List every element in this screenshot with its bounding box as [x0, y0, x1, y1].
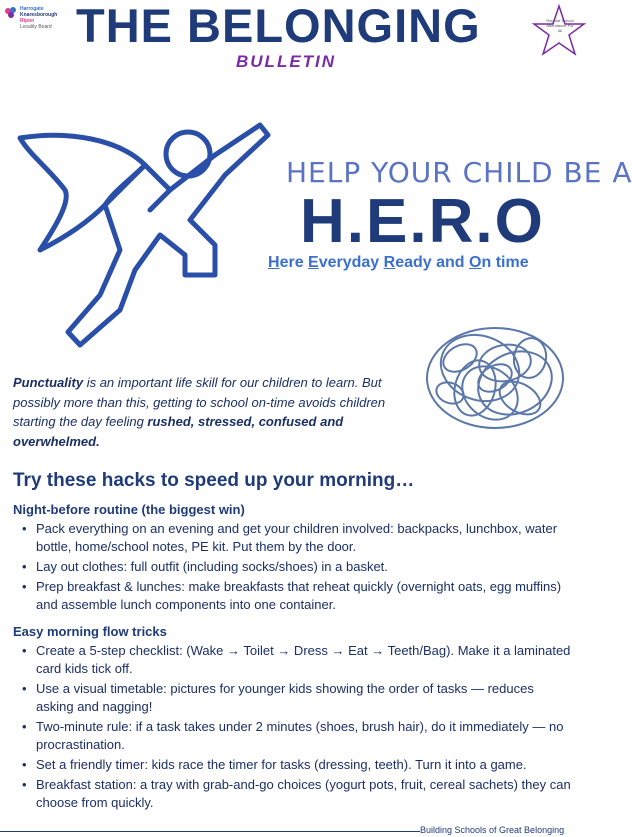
superhero-figure-icon — [10, 110, 270, 355]
list-item: • Create a 5-step checklist: (Wake → Toilet → Dress → Eat → Teeth/Bag). Make it a laminated card kids tick off. — [20, 642, 575, 678]
hero-acronym: H.E.R.O — [300, 187, 545, 256]
logo-icon — [4, 6, 18, 20]
night-before-list — [20, 520, 575, 616]
morning-flow-list — [20, 642, 575, 814]
logo-line: Knaresborough — [20, 12, 58, 18]
list-item: • Breakfast station: a tray with grab-and-go choices (yogurt pots, fruit, cereal sachets) they can choose from quickly. — [20, 776, 575, 812]
list-item: • Two-minute rule: if a task takes under 2 minutes (shoes, brush hair), do it immediately — no procrastination. — [20, 718, 575, 754]
acronym-letter: O — [469, 254, 482, 271]
hero-intro-line: HELP YOUR CHILD BE A — [286, 156, 632, 189]
intro-emphasis: rushed, stressed, confused and overwhelmed. — [13, 414, 344, 449]
list-item: • Lay out clothes: full outfit (including socks/shoes) in a basket. — [20, 558, 575, 576]
list-item: • Prep breakfast & lunches: make breakfasts that reheat quickly (overnight oats, egg muffins) and assemble lunch components into one container. — [20, 578, 575, 614]
footer-text: Building Schools of Great Belonging — [420, 825, 565, 835]
logo-line: Locality Board — [20, 24, 52, 30]
acronym-letter: R — [383, 254, 396, 271]
acronym-word-rest: eady and — [395, 254, 470, 271]
acronym-letter: H — [268, 254, 280, 271]
footer-divider — [0, 831, 420, 832]
acronym-word-rest: ere — [279, 254, 309, 271]
acronym-letter: E — [308, 254, 319, 271]
intro-lead: Punctuality — [13, 375, 84, 390]
page-title: THE BELONGING — [76, 0, 481, 52]
badge-text: Regular School Attendance For All — [546, 18, 574, 33]
hacks-heading: Try these hacks to speed up your morning… — [13, 470, 415, 491]
acronym-word-rest: n time — [481, 254, 529, 271]
intro-paragraph — [13, 373, 413, 451]
intro-body: is an important life skill for our children to learn. But possibly more than this, getting to school on-time avoids children starting the day feeling — [13, 375, 386, 429]
section-heading-night-before: Night-before routine (the biggest win) — [13, 502, 245, 517]
list-item: • Pack everything on an evening and get your children involved: backpacks, lunchbox, water bottle, home/school notes, PE kit. Put them by the door. — [20, 520, 575, 556]
list-item: • Use a visual timetable: pictures for younger kids showing the order of tasks — reduces asking and nagging! — [20, 680, 575, 716]
tangled-scribble-icon — [420, 318, 570, 438]
page-subtitle: BULLETIN — [236, 52, 337, 71]
acronym-word-rest: veryday — [318, 254, 384, 271]
logo-line: Ripon — [20, 18, 35, 24]
logo-line: Harrogate — [20, 6, 44, 12]
list-item: • Set a friendly timer: kids race the timer for tasks (dressing, teeth). Turn it into a game. — [20, 756, 575, 774]
locality-board-logo — [4, 4, 64, 38]
hero-acronym-expansion — [268, 254, 529, 272]
section-heading-morning-flow: Easy morning flow tricks — [13, 624, 167, 639]
